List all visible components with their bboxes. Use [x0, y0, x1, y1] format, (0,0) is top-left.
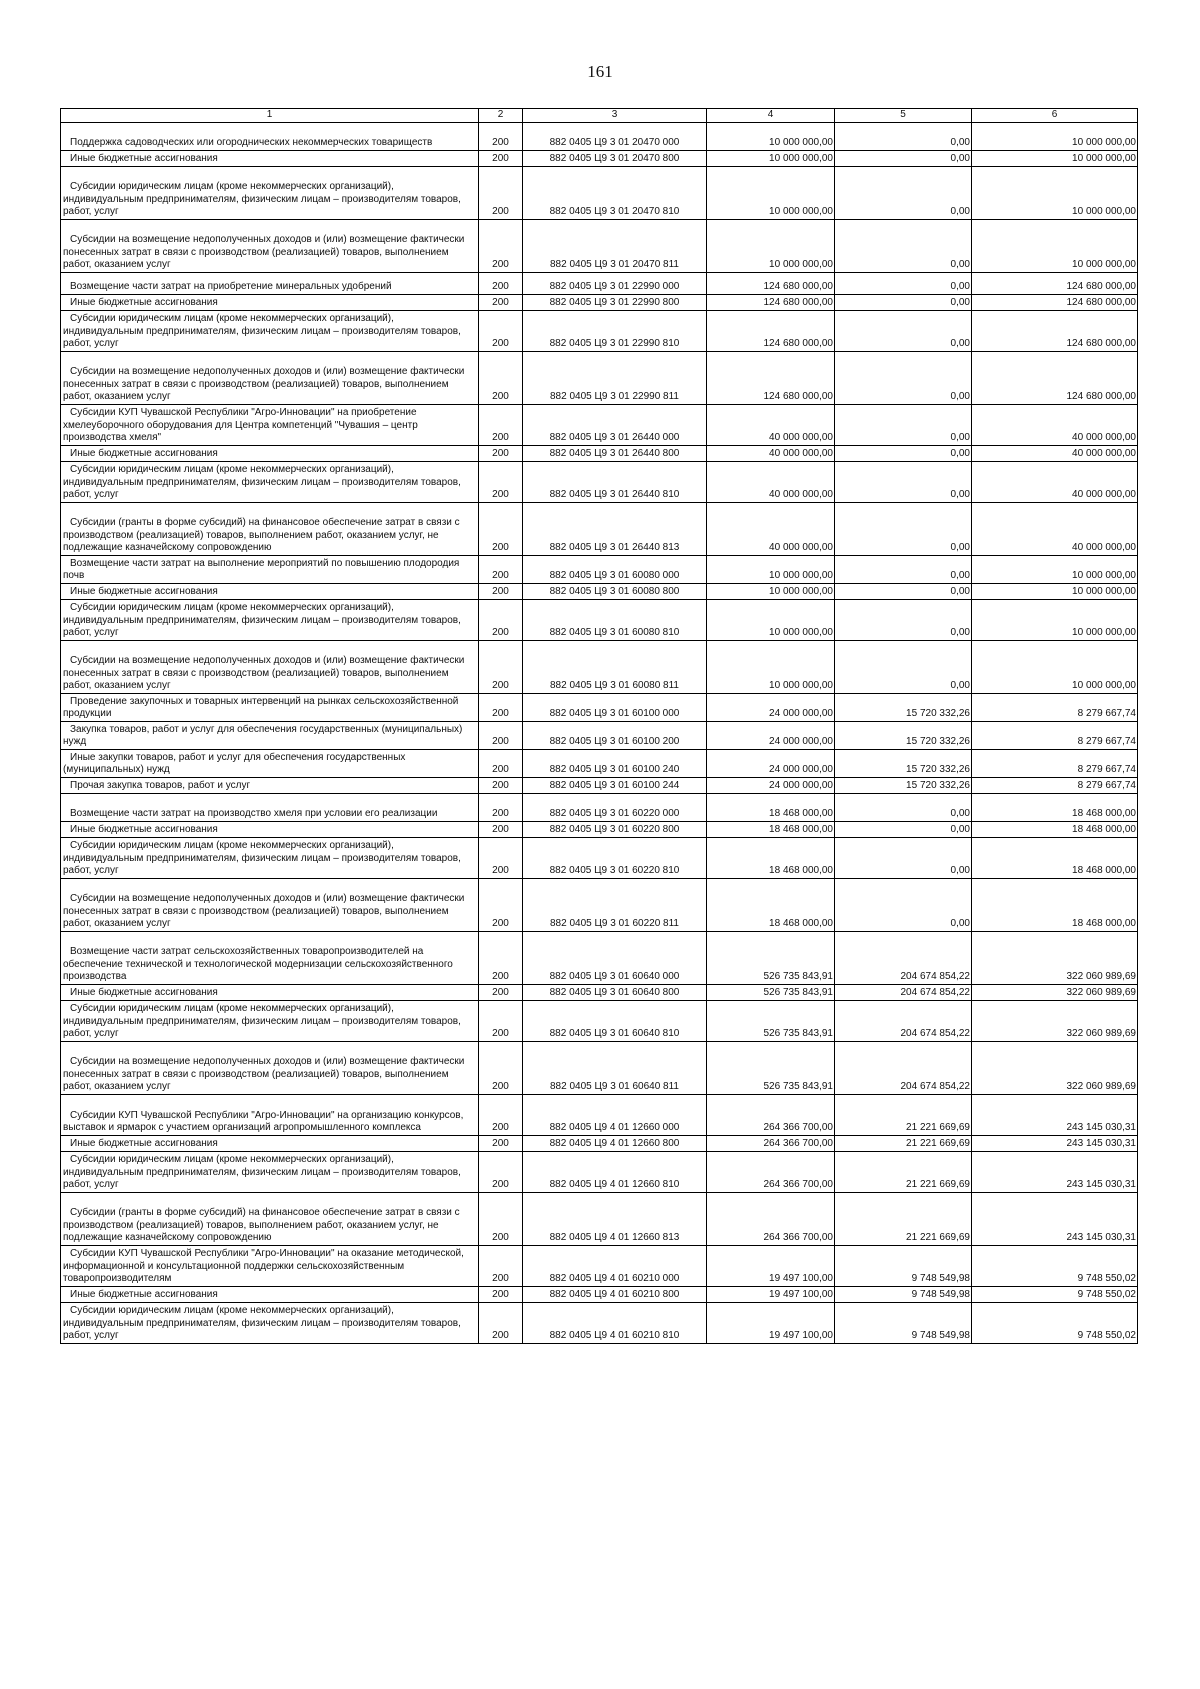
row-column-4-amount: 10 000 000,00	[769, 586, 833, 597]
row-name: Субсидии на возмещение недополученных доходов и (или) возмещение фактически понесенных затрат в связи с производством (реализацией) товаров, выполнением работ, оказанием услуг	[63, 893, 465, 929]
row-column-4-amount: 40 000 000,00	[769, 432, 833, 443]
table-row	[61, 310, 1138, 351]
table-row	[61, 984, 1138, 1000]
row-budget-classification-code: 882 0405 Ц9 3 01 60220 800	[549, 824, 680, 835]
row-column-4-amount: 10 000 000,00	[769, 153, 833, 164]
row-name: Субсидии юридическим лицам (кроме некоммерческих организаций), индивидуальным предпринимателям, физическим лицам – производителям товаров, работ, услуг	[63, 840, 461, 876]
column-header-3: 3	[523, 109, 707, 123]
table-row	[61, 931, 1138, 984]
row-code: 200	[492, 153, 509, 164]
row-name: Субсидии юридическим лицам (кроме некоммерческих организаций), индивидуальным предпринимателям, физическим лицам – производителям товаров, работ, услуг	[63, 181, 461, 217]
row-name: Субсидии (гранты в форме субсидий) на финансовое обеспечение затрат в связи с производством (реализацией) товаров, выполнением работ, оказанием услуг, не подлежащие казначейскому сопровождению	[63, 517, 460, 553]
table-row	[61, 1135, 1138, 1151]
row-column-6-amount: 243 145 030,31	[1066, 1232, 1136, 1243]
row-budget-classification-code: 882 0405 Ц9 3 01 22990 000	[549, 281, 680, 292]
table-row	[61, 351, 1138, 404]
row-budget-classification-code: 882 0405 Ц9 3 01 60080 800	[549, 586, 680, 597]
row-code: 200	[492, 1289, 509, 1300]
row-name: Закупка товаров, работ и услуг для обеспечения государственных (муниципальных) нужд	[63, 723, 463, 747]
row-code: 200	[492, 918, 509, 929]
row-code: 200	[492, 448, 509, 459]
row-name: Субсидии на возмещение недополученных доходов и (или) возмещение фактически понесенных затрат в связи с производством (реализацией) товаров, выполнением работ, оказанием услуг	[63, 1056, 465, 1092]
row-column-5-amount: 15 720 332,26	[906, 764, 970, 775]
column-header-4: 4	[707, 109, 835, 123]
row-column-5-amount: 0,00	[950, 586, 970, 597]
row-budget-classification-code: 882 0405 Ц9 3 01 60080 000	[549, 570, 680, 581]
row-column-5-amount: 9 748 549,98	[911, 1330, 970, 1341]
row-column-6-amount: 243 145 030,31	[1066, 1179, 1136, 1190]
row-column-4-amount: 24 000 000,00	[769, 764, 833, 775]
row-code: 200	[492, 281, 509, 292]
row-column-5-amount: 15 720 332,26	[906, 780, 970, 791]
row-column-6-amount: 18 468 000,00	[1072, 865, 1136, 876]
row-column-5-amount: 0,00	[950, 153, 970, 164]
table-row	[61, 150, 1138, 166]
row-column-5-amount: 0,00	[950, 137, 970, 148]
row-column-5-amount: 0,00	[950, 432, 970, 443]
row-column-4-amount: 526 735 843,91	[763, 1028, 833, 1039]
row-budget-classification-code: 882 0405 Ц9 3 01 60220 810	[549, 865, 680, 876]
table-row	[61, 294, 1138, 310]
row-column-4-amount: 124 680 000,00	[763, 338, 833, 349]
table-row	[61, 793, 1138, 821]
row-column-5-amount: 9 748 549,98	[911, 1273, 970, 1284]
row-column-5-amount: 204 674 854,22	[900, 971, 970, 982]
row-code: 200	[492, 297, 509, 308]
table-row	[61, 878, 1138, 931]
row-column-6-amount: 40 000 000,00	[1072, 448, 1136, 459]
row-code: 200	[492, 1232, 509, 1243]
row-column-5-amount: 0,00	[950, 865, 970, 876]
row-budget-classification-code: 882 0405 Ц9 3 01 26440 000	[549, 432, 680, 443]
row-code: 200	[492, 627, 509, 638]
row-budget-classification-code: 882 0405 Ц9 3 01 60100 244	[549, 780, 680, 791]
row-column-6-amount: 40 000 000,00	[1072, 432, 1136, 443]
row-column-4-amount: 264 366 700,00	[763, 1179, 833, 1190]
row-column-6-amount: 18 468 000,00	[1072, 824, 1136, 835]
row-column-4-amount: 10 000 000,00	[769, 259, 833, 270]
row-name: Иные бюджетные ассигнования	[70, 586, 218, 597]
row-name: Проведение закупочных и товарных интервенций на рынках сельскохозяйственной продукции	[63, 695, 459, 719]
row-code: 200	[492, 1138, 509, 1149]
row-budget-classification-code: 882 0405 Ц9 4 01 60210 800	[549, 1289, 680, 1300]
row-column-4-amount: 18 468 000,00	[769, 918, 833, 929]
row-code: 200	[492, 680, 509, 691]
row-name: Субсидии КУП Чувашской Республики "Агро-Инновации" на организацию конкурсов, выставок и ярмарок с участием организаций агропромышленного комплекса	[63, 1109, 464, 1133]
row-budget-classification-code: 882 0405 Ц9 3 01 26440 810	[549, 489, 680, 500]
row-column-6-amount: 243 145 030,31	[1066, 1122, 1136, 1133]
table-row	[61, 749, 1138, 777]
row-budget-classification-code: 882 0405 Ц9 4 01 12660 000	[549, 1122, 680, 1133]
row-code: 200	[492, 489, 509, 500]
row-column-6-amount: 8 279 667,74	[1077, 736, 1136, 747]
row-column-4-amount: 18 468 000,00	[769, 808, 833, 819]
table-row	[61, 272, 1138, 294]
table-row	[61, 599, 1138, 640]
row-code: 200	[492, 764, 509, 775]
row-column-6-amount: 10 000 000,00	[1072, 586, 1136, 597]
row-column-6-amount: 322 060 989,69	[1066, 1081, 1136, 1092]
row-budget-classification-code: 882 0405 Ц9 3 01 20470 811	[550, 259, 679, 270]
row-column-6-amount: 124 680 000,00	[1066, 297, 1136, 308]
row-name: Иные бюджетные ассигнования	[70, 824, 218, 835]
row-column-6-amount: 10 000 000,00	[1072, 570, 1136, 581]
row-column-5-amount: 15 720 332,26	[906, 736, 970, 747]
row-code: 200	[492, 259, 509, 270]
row-column-5-amount: 0,00	[950, 391, 970, 402]
row-column-4-amount: 10 000 000,00	[769, 570, 833, 581]
row-column-6-amount: 10 000 000,00	[1072, 259, 1136, 270]
row-name: Прочая закупка товаров, работ и услуг	[70, 780, 251, 791]
row-column-6-amount: 322 060 989,69	[1066, 971, 1136, 982]
table-row	[61, 821, 1138, 837]
row-name: Возмещение части затрат на выполнение мероприятий по повышению плодородия почв	[63, 557, 460, 581]
row-name: Иные бюджетные ассигнования	[70, 448, 218, 459]
row-column-6-amount: 40 000 000,00	[1072, 489, 1136, 500]
row-code: 200	[492, 987, 509, 998]
row-column-4-amount: 124 680 000,00	[763, 281, 833, 292]
row-budget-classification-code: 882 0405 Ц9 3 01 60640 811	[550, 1081, 679, 1092]
row-budget-classification-code: 882 0405 Ц9 3 01 60220 811	[550, 918, 679, 929]
row-column-5-amount: 15 720 332,26	[906, 708, 970, 719]
table-row	[61, 693, 1138, 721]
column-header-5: 5	[835, 109, 972, 123]
row-column-6-amount: 124 680 000,00	[1066, 281, 1136, 292]
column-number-row	[61, 109, 1138, 123]
row-name: Субсидии на возмещение недополученных доходов и (или) возмещение фактически понесенных затрат в связи с производством (реализацией) товаров, выполнением работ, оказанием услуг	[63, 655, 465, 691]
row-column-5-amount: 0,00	[950, 489, 970, 500]
row-column-6-amount: 18 468 000,00	[1072, 808, 1136, 819]
row-code: 200	[492, 137, 509, 148]
row-column-5-amount: 0,00	[950, 680, 970, 691]
row-budget-classification-code: 882 0405 Ц9 3 01 60100 240	[549, 764, 680, 775]
row-name: Иные закупки товаров, работ и услуг для обеспечения государственных (муниципальных) нужд	[63, 751, 406, 775]
row-code: 200	[492, 780, 509, 791]
row-column-6-amount: 9 748 550,02	[1077, 1330, 1136, 1341]
row-column-6-amount: 8 279 667,74	[1077, 780, 1136, 791]
page-number: 161	[587, 62, 613, 81]
row-name: Иные бюджетные ассигнования	[70, 1289, 218, 1300]
table-row	[61, 1245, 1138, 1286]
row-column-5-amount: 9 748 549,98	[911, 1289, 970, 1300]
row-column-6-amount: 18 468 000,00	[1072, 918, 1136, 929]
row-column-5-amount: 204 674 854,22	[900, 1028, 970, 1039]
row-code: 200	[492, 570, 509, 581]
row-budget-classification-code: 882 0405 Ц9 3 01 20470 800	[549, 153, 680, 164]
row-column-6-amount: 124 680 000,00	[1066, 391, 1136, 402]
table-row	[61, 219, 1138, 272]
row-column-6-amount: 9 748 550,02	[1077, 1289, 1136, 1300]
table-row	[61, 502, 1138, 555]
budget-execution-table	[60, 108, 1138, 1344]
column-header-1: 1	[61, 109, 479, 123]
row-column-5-amount: 0,00	[950, 259, 970, 270]
row-column-5-amount: 0,00	[950, 297, 970, 308]
table-row	[61, 445, 1138, 461]
table-row	[61, 461, 1138, 502]
row-budget-classification-code: 882 0405 Ц9 3 01 20470 000	[549, 137, 680, 148]
row-code: 200	[492, 971, 509, 982]
row-code: 200	[492, 391, 509, 402]
table-row	[61, 404, 1138, 445]
row-name: Субсидии юридическим лицам (кроме некоммерческих организаций), индивидуальным предпринимателям, физическим лицам – производителям товаров, работ, услуг	[63, 1305, 461, 1341]
row-column-5-amount: 0,00	[950, 918, 970, 929]
row-name: Субсидии КУП Чувашской Республики "Агро-Инновации" на оказание методической, информационной и консультационной поддержки сельскохозяйственным товаропроизводителям	[63, 1248, 464, 1284]
row-column-5-amount: 0,00	[950, 627, 970, 638]
row-budget-classification-code: 882 0405 Ц9 4 01 12660 813	[549, 1232, 680, 1243]
table-row	[61, 1286, 1138, 1302]
row-column-4-amount: 10 000 000,00	[769, 680, 833, 691]
row-budget-classification-code: 882 0405 Ц9 3 01 60640 800	[549, 987, 680, 998]
table-row	[61, 122, 1138, 150]
table-row	[61, 721, 1138, 749]
row-name: Субсидии КУП Чувашской Республики "Агро-Инновации" на приобретение хмелеуборочного оборудования для Центра компетенций "Чувашия – центр производства хмеля"	[63, 407, 418, 443]
column-header-6: 6	[972, 109, 1138, 123]
table-row	[61, 640, 1138, 693]
row-name: Субсидии на возмещение недополученных доходов и (или) возмещение фактически понесенных затрат в связи с производством (реализацией) товаров, выполнением работ, оказанием услуг	[63, 234, 465, 270]
row-code: 200	[492, 1081, 509, 1092]
table-row	[61, 1041, 1138, 1094]
row-column-4-amount: 40 000 000,00	[769, 489, 833, 500]
row-code: 200	[492, 1122, 509, 1133]
table-row	[61, 1151, 1138, 1192]
row-budget-classification-code: 882 0405 Ц9 3 01 22990 800	[549, 297, 680, 308]
row-name: Возмещение части затрат сельскохозяйственных товаропроизводителей на обеспечение технической и технологической модернизации сельскохозяйственного производства	[63, 946, 453, 982]
row-budget-classification-code: 882 0405 Ц9 3 01 20470 810	[549, 206, 680, 217]
row-column-6-amount: 243 145 030,31	[1066, 1138, 1136, 1149]
row-code: 200	[492, 432, 509, 443]
row-name: Субсидии юридическим лицам (кроме некоммерческих организаций), индивидуальным предпринимателям, физическим лицам – производителям товаров, работ, услуг	[63, 1003, 461, 1039]
row-column-6-amount: 124 680 000,00	[1066, 338, 1136, 349]
row-column-4-amount: 10 000 000,00	[769, 206, 833, 217]
table-row	[61, 555, 1138, 583]
table-row	[61, 1094, 1138, 1135]
table-row	[61, 777, 1138, 793]
row-column-6-amount: 322 060 989,69	[1066, 1028, 1136, 1039]
row-name: Возмещение части затрат на приобретение минеральных удобрений	[70, 281, 392, 292]
row-column-4-amount: 264 366 700,00	[763, 1122, 833, 1133]
table-row	[61, 1000, 1138, 1041]
table-row	[61, 1192, 1138, 1245]
row-column-5-amount: 0,00	[950, 338, 970, 349]
row-column-5-amount: 204 674 854,22	[900, 987, 970, 998]
row-budget-classification-code: 882 0405 Ц9 3 01 60220 000	[549, 808, 680, 819]
row-column-4-amount: 18 468 000,00	[769, 824, 833, 835]
row-name: Иные бюджетные ассигнования	[70, 1138, 218, 1149]
row-column-6-amount: 8 279 667,74	[1077, 764, 1136, 775]
row-budget-classification-code: 882 0405 Ц9 3 01 60640 810	[549, 1028, 680, 1039]
row-column-6-amount: 9 748 550,02	[1077, 1273, 1136, 1284]
row-column-6-amount: 10 000 000,00	[1072, 153, 1136, 164]
table-row	[61, 583, 1138, 599]
row-column-4-amount: 24 000 000,00	[769, 780, 833, 791]
row-column-5-amount: 21 221 669,69	[906, 1122, 970, 1133]
row-column-4-amount: 526 735 843,91	[763, 1081, 833, 1092]
row-budget-classification-code: 882 0405 Ц9 3 01 60640 000	[549, 971, 680, 982]
row-name: Поддержка садоводческих или огороднических некоммерческих товариществ	[70, 137, 433, 148]
column-header-2: 2	[479, 109, 523, 123]
row-column-4-amount: 24 000 000,00	[769, 708, 833, 719]
row-code: 200	[492, 824, 509, 835]
row-budget-classification-code: 882 0405 Ц9 4 01 12660 800	[549, 1138, 680, 1149]
row-column-4-amount: 526 735 843,91	[763, 971, 833, 982]
row-code: 200	[492, 1330, 509, 1341]
row-column-4-amount: 124 680 000,00	[763, 297, 833, 308]
row-name: Иные бюджетные ассигнования	[70, 987, 218, 998]
row-budget-classification-code: 882 0405 Ц9 3 01 22990 811	[550, 391, 679, 402]
row-code: 200	[492, 1179, 509, 1190]
row-column-5-amount: 0,00	[950, 570, 970, 581]
row-name: Иные бюджетные ассигнования	[70, 153, 218, 164]
table-row	[61, 837, 1138, 878]
row-column-5-amount: 204 674 854,22	[900, 1081, 970, 1092]
row-name: Субсидии на возмещение недополученных доходов и (или) возмещение фактически понесенных затрат в связи с производством (реализацией) товаров, выполнением работ, оказанием услуг	[63, 366, 465, 402]
row-column-6-amount: 8 279 667,74	[1077, 708, 1136, 719]
row-column-6-amount: 10 000 000,00	[1072, 206, 1136, 217]
row-code: 200	[492, 1028, 509, 1039]
row-code: 200	[492, 338, 509, 349]
row-code: 200	[492, 206, 509, 217]
row-code: 200	[492, 542, 509, 553]
row-name: Возмещение части затрат на производство хмеля при условии его реализации	[70, 808, 438, 819]
row-budget-classification-code: 882 0405 Ц9 3 01 60080 810	[549, 627, 680, 638]
row-name: Субсидии юридическим лицам (кроме некоммерческих организаций), индивидуальным предпринимателям, физическим лицам – производителям товаров, работ, услуг	[63, 313, 461, 349]
row-code: 200	[492, 808, 509, 819]
table-row	[61, 166, 1138, 219]
row-budget-classification-code: 882 0405 Ц9 3 01 26440 800	[549, 448, 680, 459]
row-column-5-amount: 0,00	[950, 808, 970, 819]
row-name: Иные бюджетные ассигнования	[70, 297, 218, 308]
row-column-5-amount: 0,00	[950, 206, 970, 217]
row-column-4-amount: 40 000 000,00	[769, 448, 833, 459]
row-budget-classification-code: 882 0405 Ц9 3 01 60080 811	[550, 680, 679, 691]
row-name: Субсидии юридическим лицам (кроме некоммерческих организаций), индивидуальным предпринимателям, физическим лицам – производителям товаров, работ, услуг	[63, 602, 461, 638]
row-column-5-amount: 0,00	[950, 448, 970, 459]
row-column-4-amount: 526 735 843,91	[763, 987, 833, 998]
table-row	[61, 1302, 1138, 1343]
row-name: Субсидии юридическим лицам (кроме некоммерческих организаций), индивидуальным предпринимателям, физическим лицам – производителям товаров, работ, услуг	[63, 464, 461, 500]
row-budget-classification-code: 882 0405 Ц9 3 01 26440 813	[549, 542, 680, 553]
row-column-6-amount: 40 000 000,00	[1072, 542, 1136, 553]
row-column-5-amount: 0,00	[950, 281, 970, 292]
row-column-6-amount: 10 000 000,00	[1072, 680, 1136, 691]
row-column-4-amount: 10 000 000,00	[769, 137, 833, 148]
row-code: 200	[492, 865, 509, 876]
row-column-5-amount: 0,00	[950, 824, 970, 835]
row-column-5-amount: 0,00	[950, 542, 970, 553]
row-code: 200	[492, 586, 509, 597]
row-budget-classification-code: 882 0405 Ц9 4 01 60210 810	[549, 1330, 680, 1341]
row-name: Субсидии (гранты в форме субсидий) на финансовое обеспечение затрат в связи с производством (реализацией) товаров, выполнением работ, оказанием услуг, не подлежащие казначейскому сопровождению	[63, 1207, 460, 1243]
row-column-4-amount: 18 468 000,00	[769, 865, 833, 876]
row-code: 200	[492, 736, 509, 747]
row-column-4-amount: 40 000 000,00	[769, 542, 833, 553]
row-budget-classification-code: 882 0405 Ц9 3 01 60100 200	[549, 736, 680, 747]
row-budget-classification-code: 882 0405 Ц9 4 01 12660 810	[549, 1179, 680, 1190]
row-column-4-amount: 19 497 100,00	[769, 1330, 833, 1341]
row-column-5-amount: 21 221 669,69	[906, 1179, 970, 1190]
row-code: 200	[492, 1273, 509, 1284]
row-name: Субсидии юридическим лицам (кроме некоммерческих организаций), индивидуальным предпринимателям, физическим лицам – производителям товаров, работ, услуг	[63, 1154, 461, 1190]
row-column-6-amount: 10 000 000,00	[1072, 627, 1136, 638]
row-column-6-amount: 10 000 000,00	[1072, 137, 1136, 148]
row-budget-classification-code: 882 0405 Ц9 4 01 60210 000	[549, 1273, 680, 1284]
row-column-4-amount: 264 366 700,00	[763, 1138, 833, 1149]
row-column-5-amount: 21 221 669,69	[906, 1138, 970, 1149]
row-column-6-amount: 322 060 989,69	[1066, 987, 1136, 998]
row-column-4-amount: 19 497 100,00	[769, 1273, 833, 1284]
row-code: 200	[492, 708, 509, 719]
row-column-4-amount: 10 000 000,00	[769, 627, 833, 638]
table-body	[61, 122, 1138, 1343]
row-column-4-amount: 24 000 000,00	[769, 736, 833, 747]
row-budget-classification-code: 882 0405 Ц9 3 01 22990 810	[549, 338, 680, 349]
row-budget-classification-code: 882 0405 Ц9 3 01 60100 000	[549, 708, 680, 719]
row-column-4-amount: 264 366 700,00	[763, 1232, 833, 1243]
row-column-4-amount: 124 680 000,00	[763, 391, 833, 402]
row-column-4-amount: 19 497 100,00	[769, 1289, 833, 1300]
row-column-5-amount: 21 221 669,69	[906, 1232, 970, 1243]
